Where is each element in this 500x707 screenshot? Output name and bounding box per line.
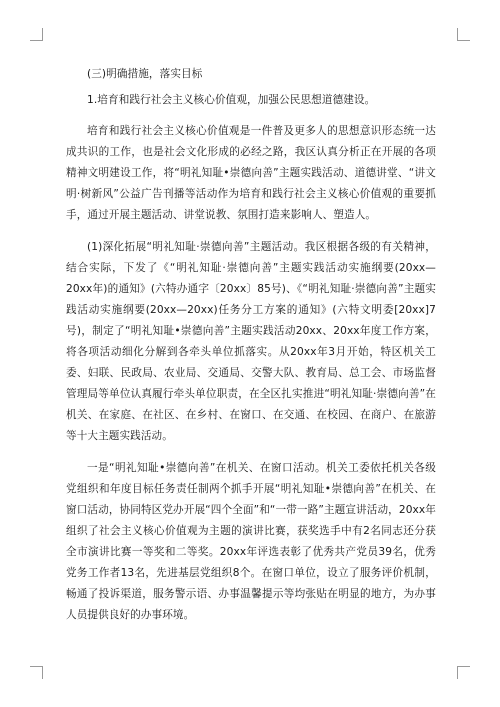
paragraph-theme-activity: (1)深化拓展“明礼知耻·崇德向善”主题活动。我区根据各级的有关精神，结合实际，下发了《“明礼知耻·崇德向善”主题实践活动实施纲要(20xx—20xx年)的通知》(六特办通字〔20xx〕85号)、《“明礼知耻·崇德向善”主题实践活动实施纲要(20xx—20xx)任务分工方案的通知》(六特文明委[20xx]7号)，制定了“明礼知耻•崇德向善”主题实践活动20xx、20xx年度工作方案，将各项活动细化分解到各牵头单位抓落实。从20xx年3月开始，特区机关工委、妇联、民政局、农业局、交通局、交警大队、教育局、总工会、市场监督管理局等单位认真履行牵头单位职责，在全区扎实推进“明礼知耻·崇德向善”在机关、在家庭、在社区、在乡村、在窗口、在交通、在校园、在商户、在旅游等十大主题实践活动。: [66, 241, 436, 442]
document-body: [66, 64, 436, 637]
crop-mark-bottom-left: [30, 666, 43, 679]
crop-mark-top-right: [457, 28, 470, 41]
paragraph-organs-windows: 一是“明礼知耻•崇德向善”在机关、在窗口活动。机关工委依托机关各级党组织和年度目标任务责任制两个抓手开展“明礼知耻•崇德向善”在机关、在窗口活动，协同特区党办开展“四个全面”和“一带一路”主题宣讲活动，20xx年组织了社会主义核心价值观为主题的演讲比赛，获奖选手中有2名同志还分获全市演讲比赛一等奖和二等奖。20xx年评选表彰了优秀共产党员39名，优秀党务工作者13名，先进基层党组织8个。在窗口单位，设立了服务评价机制，畅通了投诉渠道，服务警示语、办事温馨提示等均张贴在明显的地方，为办事人员提供良好的办事环境。: [66, 462, 436, 621]
crop-mark-bottom-right: [457, 666, 470, 679]
section-heading: (三)明确措施，落实目标: [87, 68, 203, 80]
subheading: 1.培育和践行社会主义核心价值观，加强公民思想道德建设。: [87, 94, 376, 106]
crop-mark-top-left: [30, 28, 43, 41]
paragraph-intro: 培育和践行社会主义核心价值观是一件普及更多人的思想意识形态统一达成共识的工作，也是社会文化形成的必经之路，我区认真分析正在开展的各项精神文明建设工作，将“明礼知耻•崇德向善”主题实践活动、道德讲堂、“讲文明·树新风”公益广告刊播等活动作为培育和践行社会主义核心价值观的重要抓手，通过开展主题活动、讲堂说教、氛围打造来影响人、塑造人。: [66, 125, 436, 221]
